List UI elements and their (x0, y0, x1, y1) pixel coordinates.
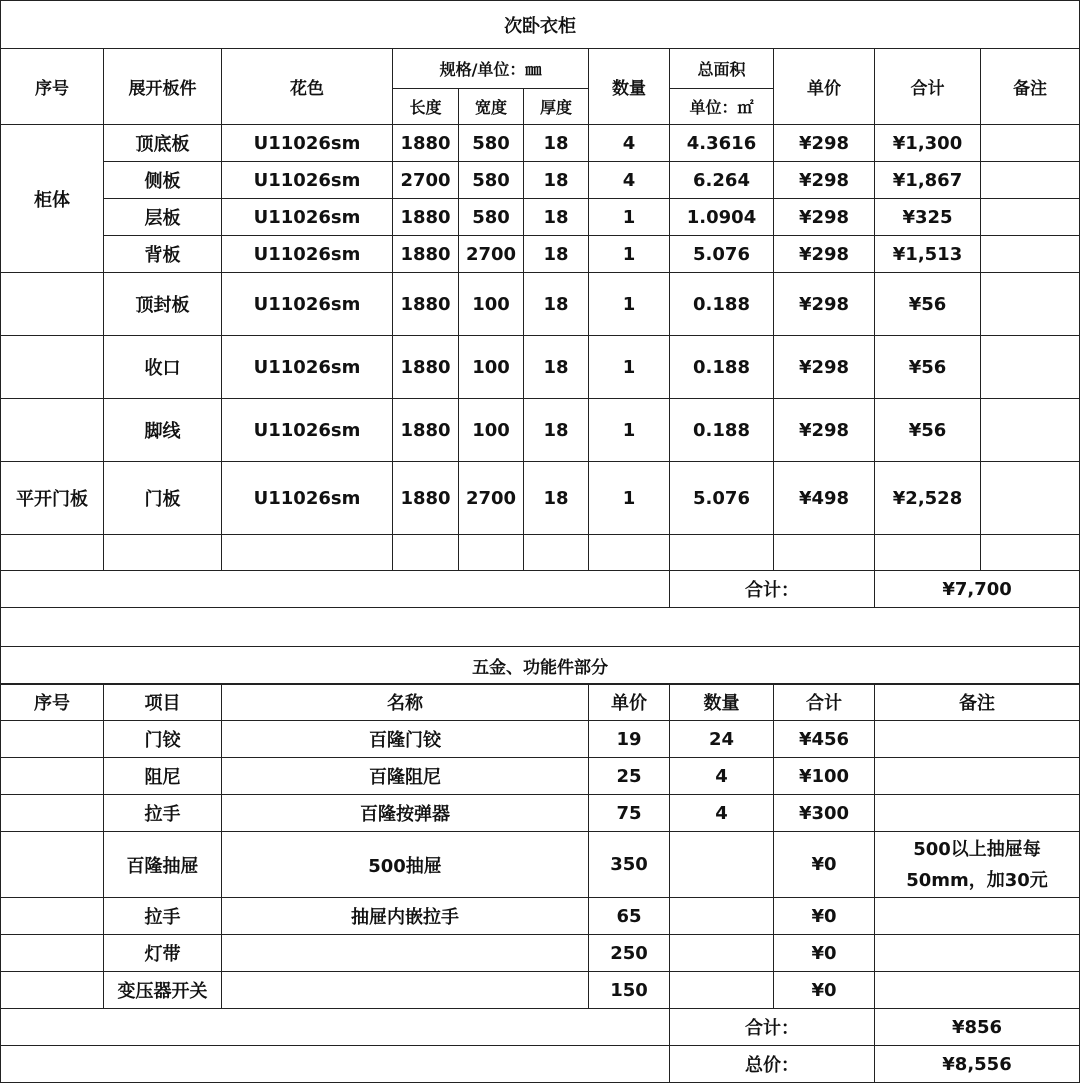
cell-part: 顶底板 (104, 125, 222, 162)
cell-length: 1880 (393, 236, 459, 273)
cell-note (981, 462, 1080, 535)
grand-total-row (1, 1046, 1080, 1083)
cell-width: 100 (459, 336, 524, 399)
cell-part: 侧板 (104, 162, 222, 199)
cell-part: 门板 (104, 462, 222, 535)
hw-cell-item: 灯带 (104, 935, 222, 972)
cell-part: 顶封板 (104, 273, 222, 336)
cell-thickness: 18 (524, 273, 589, 336)
hw-cell-price: 150 (589, 972, 670, 1009)
hw-cell-qty (670, 972, 774, 1009)
cell-width: 580 (459, 162, 524, 199)
header-note: 备注 (981, 49, 1080, 125)
hw-cell-name (222, 972, 589, 1009)
table-row (1, 199, 1080, 236)
cell-price: ¥298 (774, 236, 875, 273)
hw-header-qty: 数量 (670, 684, 774, 721)
cell-note (981, 236, 1080, 273)
cell-total: ¥1,867 (875, 162, 981, 199)
hw-header-subtotal: 合计 (774, 684, 875, 721)
cell-part: 脚线 (104, 399, 222, 462)
hw-cell-item: 变压器开关 (104, 972, 222, 1009)
spacer-row (1, 608, 1080, 647)
cell-area: 0.188 (670, 273, 774, 336)
cell-note (981, 162, 1080, 199)
grand-total-label: 总价： (670, 1046, 875, 1083)
panel-sum-value: ¥7,700 (875, 571, 1080, 608)
table-row (1, 462, 1080, 535)
hw-header-item: 项目 (104, 684, 222, 721)
header-width: 宽度 (459, 89, 524, 125)
cell-part: 收口 (104, 336, 222, 399)
cell-qty: 1 (589, 199, 670, 236)
hardware-section-title: 五金、功能件部分 (1, 647, 1080, 685)
hw-cell-name: 500抽屉 (222, 832, 589, 898)
cell-total: ¥1,513 (875, 236, 981, 273)
empty-row (1, 535, 1080, 571)
hw-cell-total: ¥0 (774, 832, 875, 898)
hw-cell-total: ¥0 (774, 898, 875, 935)
hardware-sum-row (1, 1009, 1080, 1046)
header-area: 总面积 (670, 49, 774, 89)
cell-width: 100 (459, 273, 524, 336)
hw-cell-item: 阻尼 (104, 758, 222, 795)
table-row (1, 795, 1080, 832)
header-subtotal: 合计 (875, 49, 981, 125)
cell-note (981, 199, 1080, 236)
hardware-table (0, 683, 1080, 1083)
cell-thickness: 18 (524, 462, 589, 535)
hardware-sum-label: 合计： (670, 1009, 875, 1046)
hw-cell-total: ¥100 (774, 758, 875, 795)
hw-cell-note: 500以上抽屉每50mm，加30元 (875, 832, 1080, 898)
cell-note (981, 273, 1080, 336)
cell-note (981, 125, 1080, 162)
hw-cell-name: 百隆门铰 (222, 721, 589, 758)
cell-price: ¥498 (774, 462, 875, 535)
table-row (1, 721, 1080, 758)
hw-cell-price: 75 (589, 795, 670, 832)
hw-cell-total: ¥456 (774, 721, 875, 758)
cell-qty: 4 (589, 125, 670, 162)
hw-cell-note (875, 758, 1080, 795)
table-row (1, 162, 1080, 199)
hw-cell-item: 门铰 (104, 721, 222, 758)
cell-total: ¥2,528 (875, 462, 981, 535)
hw-cell-qty: 4 (670, 795, 774, 832)
header-spec: 规格/单位：㎜ (393, 49, 589, 89)
cell-thickness: 18 (524, 125, 589, 162)
table-row (1, 832, 1080, 898)
hw-cell-price: 250 (589, 935, 670, 972)
page-title: 次卧衣柜 (1, 1, 1080, 49)
cell-area: 0.188 (670, 399, 774, 462)
cell-index (1, 399, 104, 462)
cell-index (1, 336, 104, 399)
cell-length: 1880 (393, 462, 459, 535)
header-part: 展开板件 (104, 49, 222, 125)
cell-thickness: 18 (524, 399, 589, 462)
table-row (1, 972, 1080, 1009)
cell-length: 1880 (393, 399, 459, 462)
hw-cell-note (875, 935, 1080, 972)
hw-cell-qty (670, 935, 774, 972)
cell-length: 1880 (393, 336, 459, 399)
cell-qty: 4 (589, 162, 670, 199)
hw-cell-price: 19 (589, 721, 670, 758)
cell-price: ¥298 (774, 199, 875, 236)
hw-cell-qty: 24 (670, 721, 774, 758)
cell-area: 5.076 (670, 236, 774, 273)
hw-cell-qty (670, 832, 774, 898)
cell-note (981, 336, 1080, 399)
section-title-row (1, 647, 1080, 685)
cell-length: 1880 (393, 199, 459, 236)
cell-width: 580 (459, 199, 524, 236)
hw-cell-price: 25 (589, 758, 670, 795)
cell-total: ¥56 (875, 273, 981, 336)
cell-price: ¥298 (774, 336, 875, 399)
cell-part: 背板 (104, 236, 222, 273)
hw-cell-total: ¥300 (774, 795, 875, 832)
group-label-cabinet: 柜体 (1, 125, 104, 273)
hw-cell-name (222, 935, 589, 972)
cell-thickness: 18 (524, 336, 589, 399)
panel-sum-row (1, 571, 1080, 608)
hw-header-unit-price: 单价 (589, 684, 670, 721)
hw-cell-note (875, 721, 1080, 758)
header-thickness: 厚度 (524, 89, 589, 125)
cell-width: 2700 (459, 236, 524, 273)
cell-qty: 1 (589, 273, 670, 336)
table-row (1, 898, 1080, 935)
hw-cell-price: 65 (589, 898, 670, 935)
cell-total: ¥56 (875, 336, 981, 399)
hw-cell-item: 百隆抽屉 (104, 832, 222, 898)
cell-area: 1.0904 (670, 199, 774, 236)
cell-thickness: 18 (524, 162, 589, 199)
hw-cell-price: 350 (589, 832, 670, 898)
cell-qty: 1 (589, 236, 670, 273)
cell-part: 层板 (104, 199, 222, 236)
cell-width: 580 (459, 125, 524, 162)
cell-area: 0.188 (670, 336, 774, 399)
hw-header-index: 序号 (1, 684, 104, 721)
cell-color: U11026sm (222, 399, 393, 462)
hw-cell-qty (670, 898, 774, 935)
group-label-door: 平开门板 (1, 462, 104, 535)
hw-cell-note (875, 795, 1080, 832)
cell-note (981, 399, 1080, 462)
cell-length: 2700 (393, 162, 459, 199)
cell-thickness: 18 (524, 199, 589, 236)
header-index: 序号 (1, 49, 104, 125)
header-color: 花色 (222, 49, 393, 125)
cell-width: 2700 (459, 462, 524, 535)
hw-cell-note (875, 898, 1080, 935)
cell-price: ¥298 (774, 162, 875, 199)
cell-total: ¥56 (875, 399, 981, 462)
cell-price: ¥298 (774, 273, 875, 336)
cell-price: ¥298 (774, 125, 875, 162)
table-row (1, 125, 1080, 162)
cell-area: 6.264 (670, 162, 774, 199)
hw-cell-name: 抽屉内嵌拉手 (222, 898, 589, 935)
cell-price: ¥298 (774, 399, 875, 462)
hw-cell-item: 拉手 (104, 795, 222, 832)
hw-cell-item: 拉手 (104, 898, 222, 935)
cell-qty: 1 (589, 336, 670, 399)
cell-color: U11026sm (222, 273, 393, 336)
header-area-unit: 单位：㎡ (670, 89, 774, 125)
header-unit-price: 单价 (774, 49, 875, 125)
cell-color: U11026sm (222, 125, 393, 162)
cell-total: ¥325 (875, 199, 981, 236)
cell-color: U11026sm (222, 162, 393, 199)
grand-total-value: ¥8,556 (875, 1046, 1080, 1083)
table-row (1, 399, 1080, 462)
hardware-sum-value: ¥856 (875, 1009, 1080, 1046)
hw-cell-name: 百隆按弹器 (222, 795, 589, 832)
cell-length: 1880 (393, 273, 459, 336)
hw-header-note: 备注 (875, 684, 1080, 721)
cell-color: U11026sm (222, 236, 393, 273)
header-length: 长度 (393, 89, 459, 125)
hw-cell-note (875, 972, 1080, 1009)
table-row (1, 336, 1080, 399)
cell-index (1, 273, 104, 336)
table-row (1, 236, 1080, 273)
cell-width: 100 (459, 399, 524, 462)
cell-qty: 1 (589, 462, 670, 535)
cell-color: U11026sm (222, 199, 393, 236)
header-qty: 数量 (589, 49, 670, 125)
cell-color: U11026sm (222, 462, 393, 535)
table-row (1, 935, 1080, 972)
hw-cell-qty: 4 (670, 758, 774, 795)
cell-thickness: 18 (524, 236, 589, 273)
hw-header-name: 名称 (222, 684, 589, 721)
cell-color: U11026sm (222, 336, 393, 399)
cell-area: 5.076 (670, 462, 774, 535)
hardware-header-row (1, 684, 1080, 721)
cell-area: 4.3616 (670, 125, 774, 162)
hw-cell-name: 百隆阻尼 (222, 758, 589, 795)
table-row (1, 758, 1080, 795)
cell-total: ¥1,300 (875, 125, 981, 162)
table-row (1, 273, 1080, 336)
panel-sum-label: 合计： (670, 571, 875, 608)
cell-length: 1880 (393, 125, 459, 162)
cell-qty: 1 (589, 399, 670, 462)
hw-cell-total: ¥0 (774, 935, 875, 972)
hw-cell-total: ¥0 (774, 972, 875, 1009)
